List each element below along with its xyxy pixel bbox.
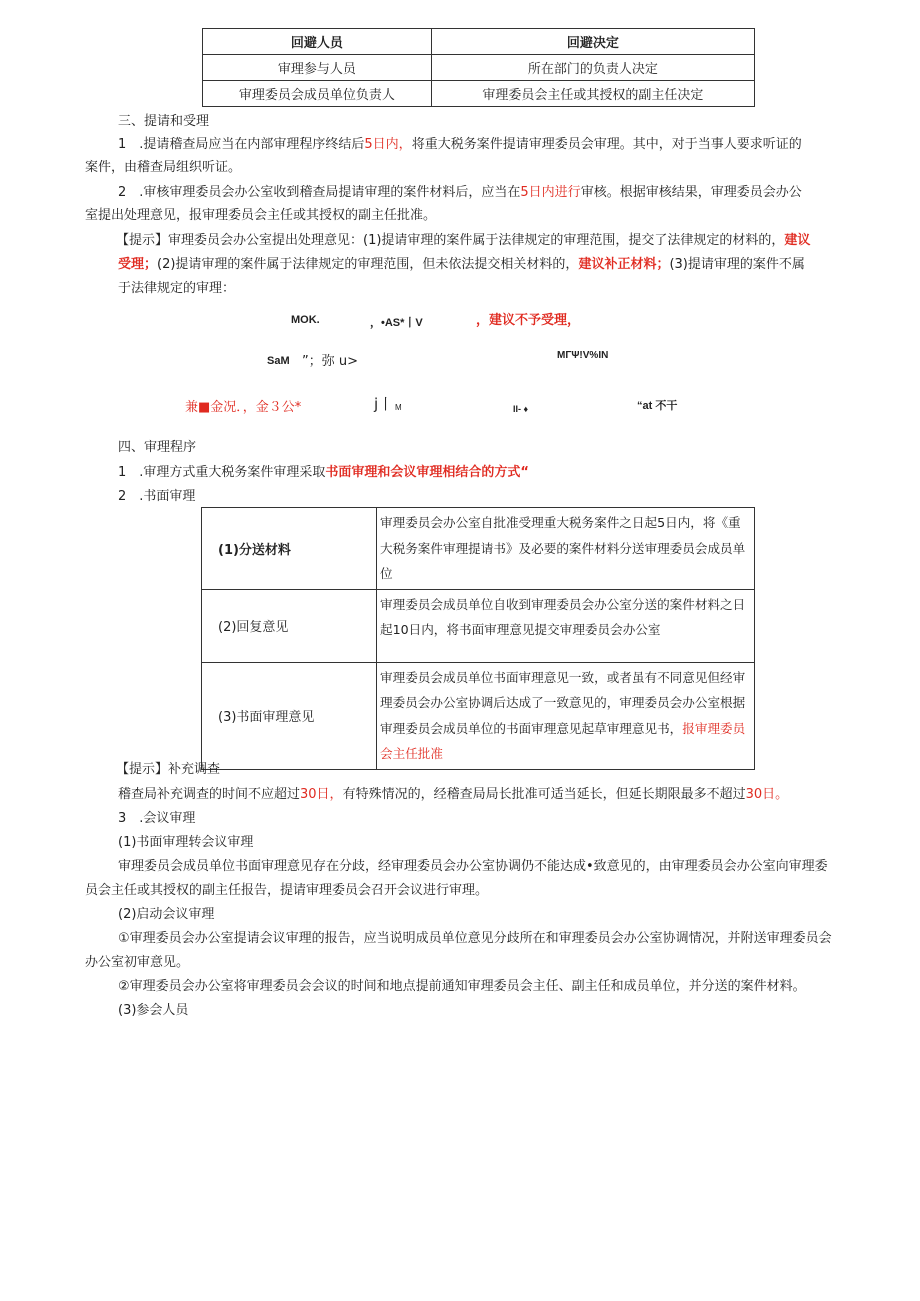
diagram-fragment: 兼■金况．，金３公*	[185, 400, 302, 415]
diagram-fragment: MΓΨ!V%IN	[557, 350, 609, 361]
paragraph-line: 案件，由稽查局组织听证。	[85, 160, 242, 175]
paragraph-line	[118, 133, 802, 156]
paragraph-line: ①审理委员会办公室提请会议审理的报告，应当说明成员单位意见分歧所在和审理委员会办公室协调情况，并附送审理委员会	[118, 931, 832, 946]
table-row	[202, 589, 755, 662]
diagram-fragment: M	[395, 403, 402, 412]
highlight-text: 5日内，	[364, 137, 412, 152]
tip-line: 于法律规定的审理：	[118, 281, 236, 296]
table-cell-label	[202, 508, 377, 590]
paragraph-line	[118, 181, 802, 204]
subheading: (2)启动会议审理	[118, 907, 215, 922]
highlight-text: 报审理委员会主任批准	[380, 720, 746, 761]
diagram-fragment: j丨	[374, 395, 394, 413]
diagram-fragment: MOK.	[291, 314, 320, 326]
recusal-table	[202, 28, 755, 107]
table-text: 审理委员会成员单位书面审理意见一致，或者虽有不同意见但经审理委员会办公室协调后达成了一致意见的，审理委员会办公室根据审理委员会成员单位的书面审理意见起草审理意见书，	[380, 669, 746, 736]
paragraph-line: 2 .书面审理	[118, 489, 196, 504]
paragraph-line: 3 .会议审理	[118, 811, 196, 826]
table-cell: 审理委员会主任或其授权的副主任决定	[431, 81, 754, 107]
text: 稽查局补充调查的时间不应超过	[118, 787, 301, 802]
table-cell-label	[202, 589, 377, 662]
table-header-row	[203, 29, 755, 55]
table-text: 审理委员会成员单位自收到审理委员会办公室分送的案件材料之日起10日内，将书面审理意见提交审理委员会办公室	[380, 596, 746, 637]
text: 将重大税务案件提请审理委员会审理。其中，对于当事人要求听证的	[411, 137, 802, 152]
section-heading: 四、审理程序	[118, 440, 197, 455]
highlight-text: 30日。	[745, 787, 789, 802]
paragraph-line: 办公室初审意见。	[85, 955, 190, 970]
table-cell-desc	[377, 662, 755, 769]
highlight-text: 书面审理和会议审理相结合的方式“	[325, 465, 529, 480]
table-cell-desc	[377, 589, 755, 662]
table-cell: 审理参与人员	[203, 55, 432, 81]
table-header-cell: 回避决定	[431, 29, 754, 55]
subheading: (3)参会人员	[118, 1003, 189, 1018]
subheading: (1)书面审理转会议审理	[118, 835, 254, 850]
table-label: (2)回复意见	[218, 620, 289, 635]
text: (2)提请审理的案件属于法律规定的审理范围，但未依法提交相关材料的，	[157, 257, 579, 272]
diagram-fragment: ”；弥 u>	[302, 354, 358, 369]
highlight-text: 5日内进行	[520, 185, 581, 200]
diagram-fragment: II- ♦	[513, 404, 529, 414]
table-label: (3)书面审理意见	[218, 710, 315, 725]
text: 1 .审理方式重大税务案件审理采取	[118, 465, 326, 480]
section-heading: 三、提请和受理	[118, 114, 210, 129]
paragraph-line	[118, 783, 788, 806]
table-cell-desc	[377, 508, 755, 590]
paragraph-line: ②审理委员会办公室将审理委员会会议的时间和地点提前通知审理委员会主任、副主任和成员单位，并分送的案件材料。	[118, 979, 806, 994]
table-cell: 审理委员会成员单位负责人	[203, 81, 432, 107]
table-row	[203, 81, 755, 107]
text: 2 .审核审理委员会办公室收到稽查局提请审理的案件材料后，应当在	[118, 185, 521, 200]
diagram-fragment: “at 不干	[637, 400, 678, 412]
text: 有特殊情况的，经稽查局局长批准可适当延长，但延长期限最多不超过	[342, 787, 746, 802]
paragraph-line	[118, 461, 529, 484]
text: 1 .提请稽查局应当在内部审理程序终结后	[118, 137, 365, 152]
paragraph-line: 室提出处理意见，报审理委员会主任或其授权的副主任批准。	[85, 208, 437, 223]
tip-line	[116, 229, 810, 252]
written-review-table	[201, 507, 755, 770]
table-row	[203, 55, 755, 81]
highlight-text: 建议补正材料；	[578, 257, 670, 272]
highlight-text: 受理；	[118, 257, 158, 272]
table-text: 审理委员会办公室自批准受理重大税务案件之日起5日内，将《重大税务案件审理提请书》及必要的案件材料分送审理委员会成员单位	[380, 515, 746, 581]
diagram-fragment: ，•AS*丨V	[370, 317, 423, 329]
paragraph-line: 审理委员会成员单位书面审理意见存在分歧，经审理委员会办公室协调仍不能达成•致意见的，由审理委员会办公室向审理委	[118, 859, 828, 874]
table-cell-label	[202, 662, 377, 769]
diagram-fragment: SaM	[267, 355, 290, 367]
table-row	[202, 508, 755, 590]
table-header-cell: 回避人员	[203, 29, 432, 55]
text: 【提示】审理委员会办公室提出处理意见：(1)提请审理的案件属于法律规定的审理范围，提交了法律规定的材料的，	[116, 233, 785, 248]
tip-label: 【提示】补充调查	[116, 762, 221, 777]
text: 审核。根据审核结果，审理委员会办公	[580, 185, 802, 200]
tip-line	[118, 253, 805, 276]
highlight-text: 30日，	[300, 787, 343, 802]
table-row	[202, 662, 755, 769]
table-label: (1)分送材料	[218, 542, 291, 558]
table-cell: 所在部门的负责人决定	[431, 55, 754, 81]
text: (3)提请审理的案件不属	[669, 257, 805, 272]
paragraph-line: 员会主任或其授权的副主任报告，提请审理委员会召开会议进行审理。	[85, 883, 489, 898]
diagram-fragment: ，建议不予受理，	[476, 313, 581, 328]
highlight-text: 建议	[784, 233, 811, 248]
